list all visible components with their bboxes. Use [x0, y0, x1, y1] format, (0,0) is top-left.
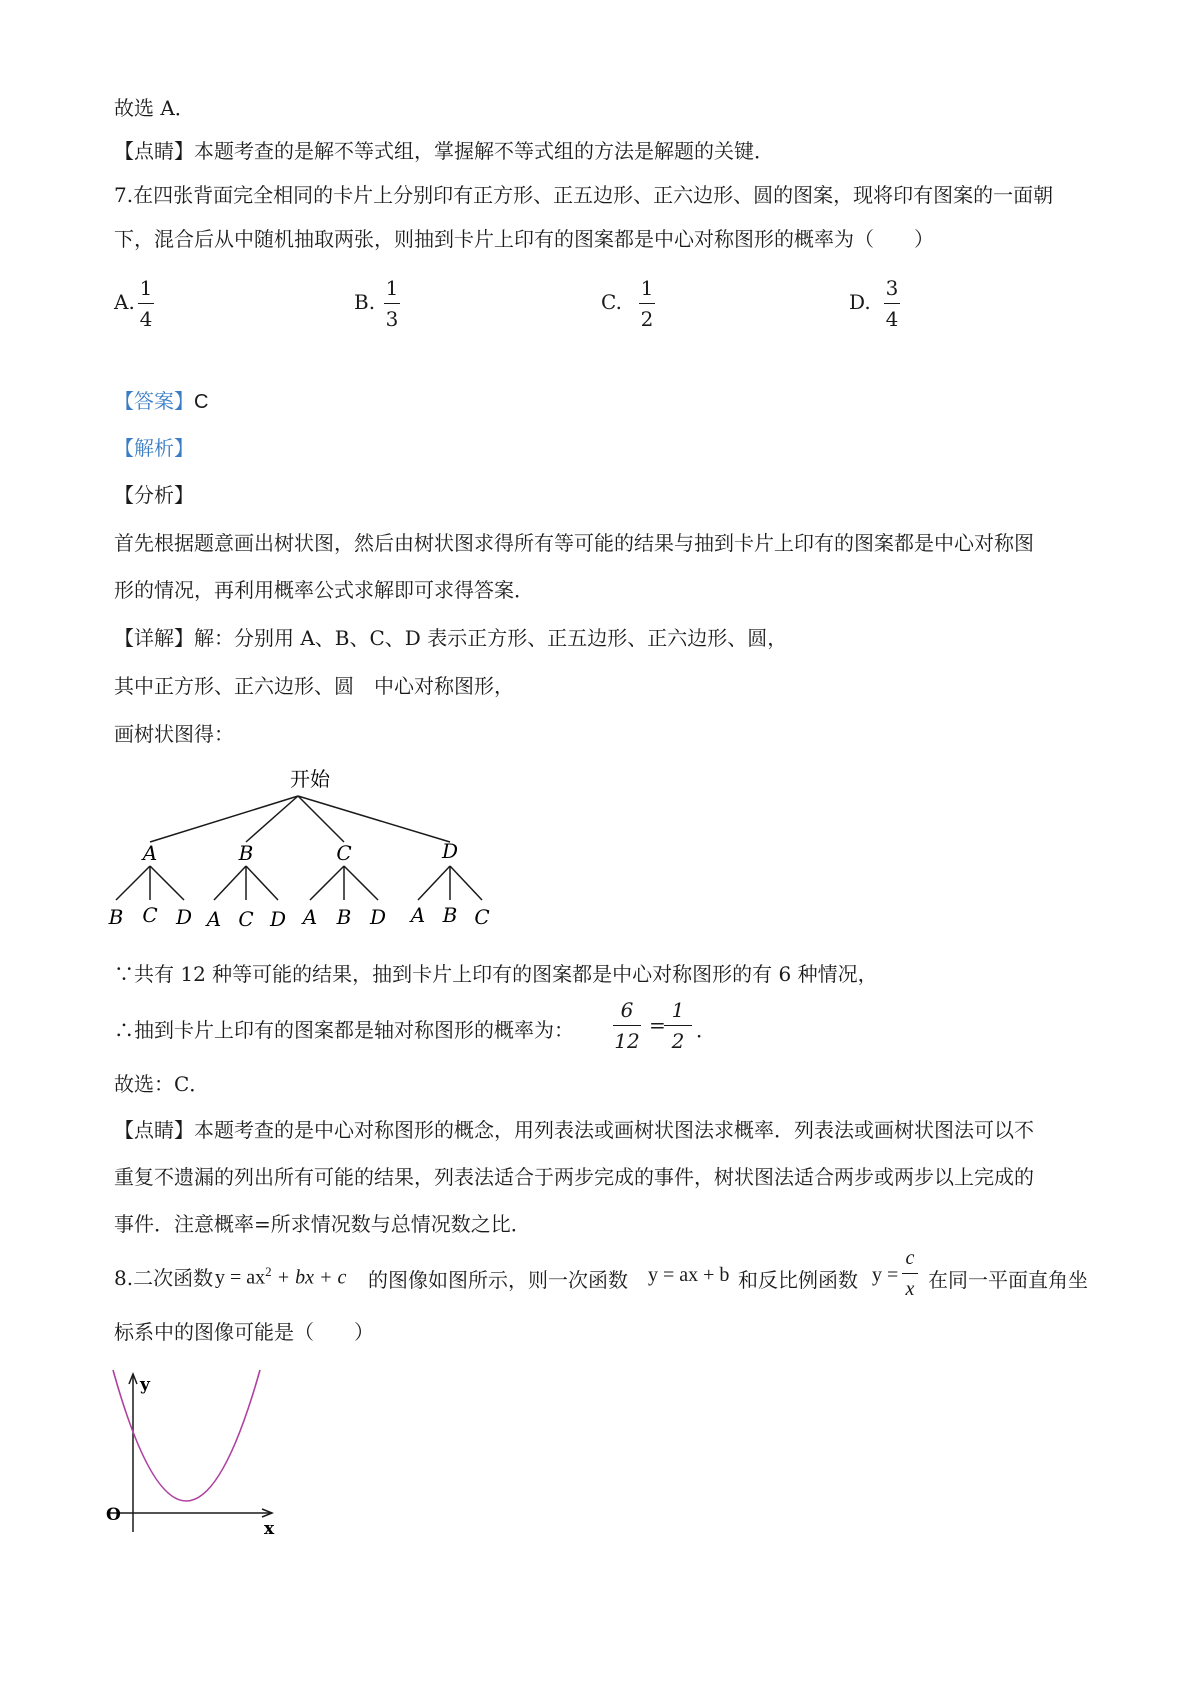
option-letter: B.: [354, 290, 376, 314]
text-line: 故选 A．: [114, 96, 195, 120]
tree-leaf: B: [108, 905, 124, 929]
tree-leaf: A: [410, 903, 426, 927]
tree-leaf: A: [302, 905, 318, 929]
text-line: 故选：C．: [114, 1072, 210, 1096]
origin-label: O: [106, 1505, 121, 1525]
tree-leaf: C: [238, 907, 254, 931]
tree-leaf: C: [474, 905, 490, 929]
reciprocal-formula: y =: [872, 1264, 899, 1286]
tree-leaf: D: [369, 905, 387, 929]
quadratic-formula: [215, 1264, 346, 1290]
option-fraction: [884, 276, 900, 331]
answer-value: C: [194, 391, 209, 413]
question-7-line-2: 下，混合后从中随机抽取两张，则抽到卡片上印有的图案都是中心对称图形的概率为（ ）: [114, 227, 934, 251]
fraction-1-2: [664, 998, 692, 1053]
analysis-label: 【解析】: [114, 436, 194, 460]
tree-leaf: D: [269, 907, 287, 931]
tree-leaf: B: [336, 905, 352, 929]
x-axis-label: x: [264, 1519, 275, 1539]
text-line: 【点睛】本题考查的是中心对称图形的概念，用列表法或画树状图法求概率．列表法或画树状图法可以不: [114, 1118, 1034, 1142]
answer-label: 【答案】: [114, 389, 194, 413]
period: ．: [696, 1018, 716, 1042]
text-line: ∴抽到卡片上印有的图案都是轴对称图形的概率为：: [114, 1018, 574, 1042]
text-line: 画树状图得：: [114, 722, 234, 746]
text-line: 首先根据题意画出树状图，然后由树状图求得所有等可能的结果与抽到卡片上印有的图案都是中心对称图: [114, 531, 1034, 555]
denominator: 4: [885, 307, 899, 331]
reciprocal-fraction: [902, 1246, 918, 1301]
q8-prefix: 8.二次函数: [114, 1266, 214, 1290]
tree-root: 开始: [290, 767, 330, 791]
numerator: 1: [385, 276, 399, 300]
fenxi-label: 【分析】: [114, 483, 194, 507]
tree-node-a: A: [142, 841, 158, 865]
parabola-curve: [113, 1370, 260, 1501]
option-letter: D.: [849, 290, 871, 314]
fraction-6-12: [613, 998, 641, 1053]
exponent: 2: [265, 1264, 272, 1279]
tree-node-c: C: [336, 841, 352, 865]
tree-diagram: [100, 762, 520, 942]
option-fraction: [138, 276, 154, 331]
option-letter: C.: [601, 290, 622, 314]
numerator: 1: [671, 998, 685, 1022]
text-line: 重复不遗漏的列出所有可能的结果，列表法适合于两步完成的事件，树状图法适合两步或两步以上完成的: [114, 1165, 1034, 1189]
option-fraction: [384, 276, 400, 331]
denominator: 2: [671, 1029, 685, 1053]
denominator: 12: [614, 1029, 640, 1053]
question-7-line-1: 7.在四张背面完全相同的卡片上分别印有正方形、正五边形、正六边形、圆的图案，现将印有图案的一面朝: [114, 183, 1054, 207]
option-fraction: [639, 276, 655, 331]
denominator: 2: [640, 307, 654, 331]
numerator: 1: [640, 276, 654, 300]
q8-text: 的图像如图所示，则一次函数: [368, 1268, 628, 1292]
equals-sign: =: [649, 1013, 666, 1037]
q8-text: 在同一平面直角坐: [928, 1268, 1088, 1292]
numerator: 6: [620, 998, 634, 1022]
answer-line: [114, 387, 208, 416]
q8-text: 和反比例函数: [738, 1268, 858, 1292]
text-line: 其中正方形、正六边形、圆 中心对称图形，: [114, 674, 514, 698]
formula-part: + bx + c: [271, 1266, 347, 1289]
text-line: 【详解】解：分别用 A、B、C、D 表示正方形、正五边形、正六边形、圆，: [114, 626, 788, 650]
denominator: 3: [385, 307, 399, 331]
parabola-graph: [100, 1362, 280, 1542]
numerator: 1: [139, 276, 153, 300]
tree-leaf: A: [206, 907, 222, 931]
tree-leaf: B: [442, 903, 458, 927]
formula-part: y = ax: [215, 1266, 266, 1289]
option-letter: A.: [114, 290, 135, 314]
question-8-line-2: 标系中的图像可能是（ ）: [114, 1320, 374, 1344]
tree-node-b: B: [238, 841, 254, 865]
numerator: c: [905, 1247, 915, 1269]
y-axis-label: y: [140, 1375, 150, 1395]
text-line: ∵共有 12 种等可能的结果，抽到卡片上印有的图案都是中心对称图形的有 6 种情况，: [114, 962, 878, 986]
denominator: 4: [139, 307, 153, 331]
tree-leaf: D: [175, 905, 193, 929]
numerator: 3: [885, 276, 899, 300]
text-line: 事件．注意概率=所求情况数与总情况数之比．: [114, 1212, 531, 1236]
linear-formula: y = ax + b: [648, 1264, 730, 1286]
denominator: x: [905, 1278, 915, 1300]
text-line: 【点睛】本题考查的是解不等式组，掌握解不等式组的方法是解题的关键．: [114, 139, 774, 163]
text-line: 形的情况，再利用概率公式求解即可求得答案．: [114, 578, 534, 602]
tree-leaf: C: [142, 903, 158, 927]
tree-node-d: D: [441, 839, 459, 863]
